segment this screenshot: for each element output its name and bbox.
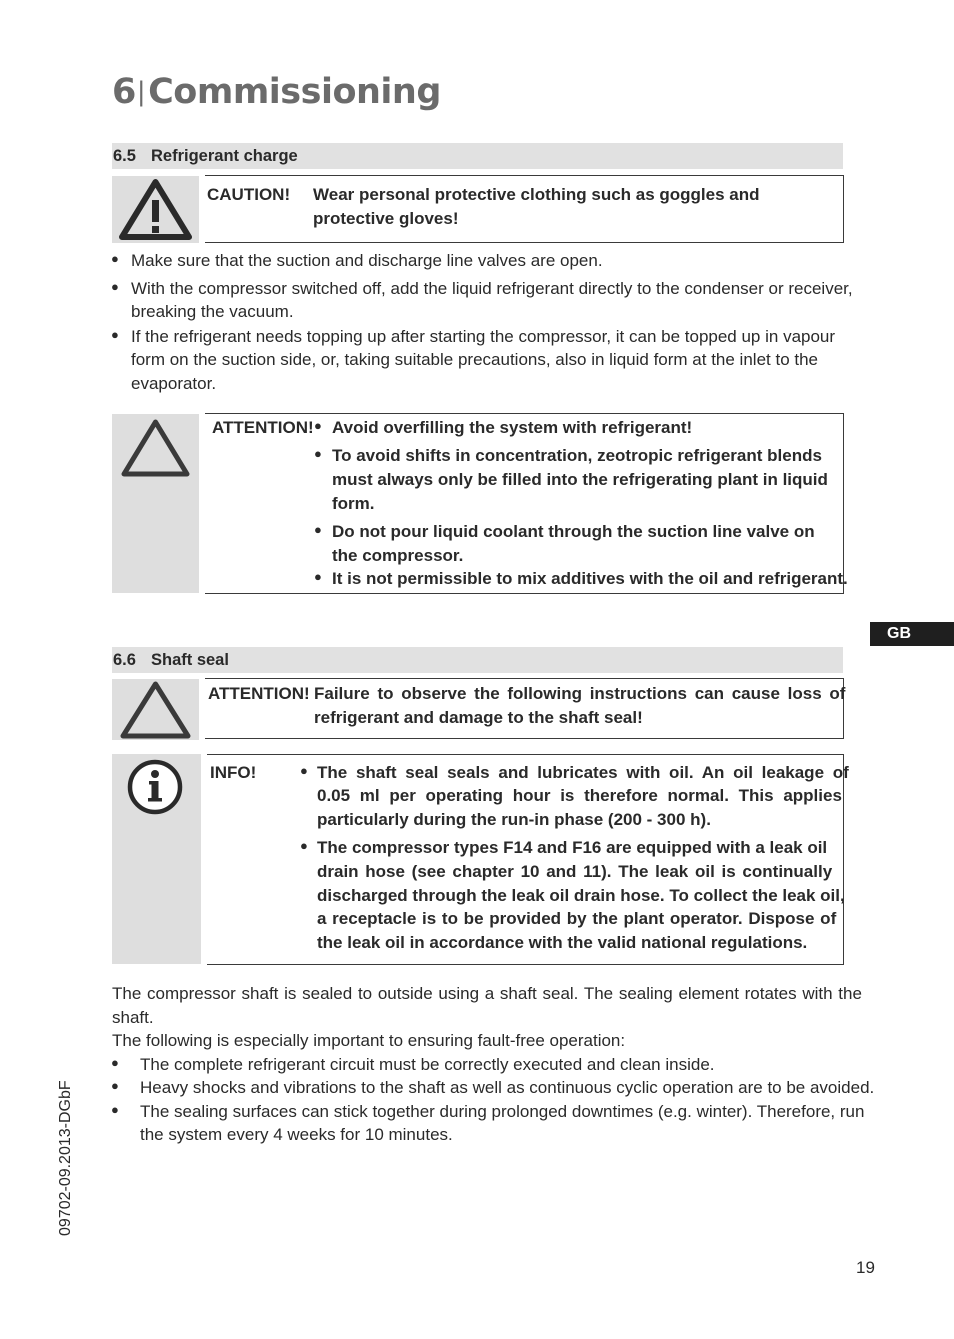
- bullet-dot: ●: [314, 522, 322, 537]
- document-id: 09702-09.2013-DGbF: [57, 1080, 74, 1236]
- caution-label: CAUTION!: [207, 185, 291, 204]
- section-header-6-6: [112, 647, 843, 673]
- paragraph-line: shaft.: [112, 1008, 154, 1027]
- warning-triangle-icon: [112, 679, 199, 740]
- bullet-text: Make sure that the suction and discharge line valves are open.: [131, 251, 603, 270]
- bullet-text: form on the suction side, or, taking suitable precautions, also in liquid form at the inlet to the: [131, 350, 818, 369]
- bullet-text: the system every 4 weeks for 10 minutes.: [140, 1125, 453, 1144]
- info-item: The compressor types F14 and F16 are equipped with a leak oil: [317, 838, 828, 857]
- attention-icon-panel: [112, 414, 199, 593]
- section-number: 6.5: [113, 147, 136, 165]
- bullet-text: If the refrigerant needs topping up after starting the compressor, it can be topped up in vapour: [131, 327, 836, 346]
- bullet-dot: ●: [111, 251, 119, 266]
- attention-item: must always only be filled into the refrigerating plant in liquid: [332, 470, 828, 489]
- language-tab: GB: [870, 622, 954, 646]
- caution-icon-panel: [112, 176, 199, 243]
- bullet-dot: ●: [300, 838, 308, 853]
- attention-label: ATTENTION!: [212, 418, 314, 437]
- attention-item: It is not permissible to mix additives with the oil and refrigerant.: [332, 569, 848, 588]
- page-number: 19: [856, 1258, 875, 1277]
- info-icon: [112, 754, 201, 824]
- attention-item: To avoid shifts in concentration, zeotropic refrigerant blends: [332, 446, 822, 465]
- bullet-text: evaporator.: [131, 374, 217, 393]
- bullet-dot: ●: [111, 1055, 119, 1070]
- chapter-title: [112, 72, 441, 112]
- info-item: 0.05 ml per operating hour is therefore normal. This applies: [317, 786, 842, 805]
- info-item: The shaft seal seals and lubricates with oil. An oil leakage of: [317, 763, 849, 782]
- chapter-title-text: Commissioning: [148, 72, 441, 112]
- section-number: 6.6: [113, 651, 136, 669]
- attention-item: the compressor.: [332, 546, 464, 565]
- bullet-dot: ●: [111, 279, 119, 294]
- section-title: Shaft seal: [151, 651, 229, 669]
- info-item: the leak oil in accordance with the valid national regulations.: [317, 933, 808, 952]
- attention-item: form.: [332, 494, 375, 513]
- bullet-dot: ●: [314, 569, 322, 584]
- section-header-6-5: [112, 143, 843, 169]
- warning-triangle-icon: [112, 414, 199, 484]
- info-label: INFO!: [210, 763, 257, 782]
- caution-line-1: Wear personal protective clothing such as goggles and: [313, 185, 760, 204]
- bullet-text: The sealing surfaces can stick together during prolonged downtimes (e.g. winter). Therefore, run: [140, 1102, 865, 1121]
- section-title: Refrigerant charge: [151, 147, 298, 165]
- bullet-dot: ●: [111, 1102, 119, 1117]
- chapter-separator: |: [136, 77, 146, 107]
- bullet-dot: ●: [314, 446, 322, 461]
- info-item: drain hose (see chapter 10 and 11). The leak oil is continually: [317, 862, 833, 881]
- attention-icon-panel: [112, 679, 199, 740]
- bullet-dot: ●: [111, 1078, 119, 1093]
- paragraph-intro: The following is especially important to ensuring fault-free operation:: [112, 1031, 626, 1050]
- info-icon-panel: [112, 754, 201, 964]
- bullet-dot: ●: [111, 327, 119, 342]
- info-item: a receptacle is to be provided by the plant operator. Dispose of: [317, 909, 837, 928]
- caution-line-2: protective gloves!: [313, 209, 459, 228]
- attention-label: ATTENTION!: [208, 684, 310, 703]
- bullet-text: With the compressor switched off, add the liquid refrigerant directly to the condenser or receiver,: [131, 279, 853, 298]
- info-item: discharged through the leak oil drain hose. To collect the leak oil,: [317, 886, 845, 905]
- bullet-dot: ●: [300, 763, 308, 778]
- attention-item: Avoid overfilling the system with refrigerant!: [332, 418, 693, 437]
- bullet-text: breaking the vacuum.: [131, 302, 294, 321]
- warning-exclamation-icon: [112, 176, 199, 243]
- bullet-dot: ●: [314, 418, 322, 433]
- info-item: particularly during the run-in phase (200 - 300 h).: [317, 810, 711, 829]
- chapter-number: 6: [112, 72, 136, 112]
- attention-line-1: Failure to observe the following instructions can cause loss of: [314, 684, 846, 703]
- attention-item: Do not pour liquid coolant through the suction line valve on: [332, 522, 815, 541]
- bullet-text: The complete refrigerant circuit must be correctly executed and clean inside.: [140, 1055, 715, 1074]
- bullet-text: Heavy shocks and vibrations to the shaft as well as continuous cyclic operation are to be avoided.: [140, 1078, 875, 1097]
- paragraph-line: The compressor shaft is sealed to outside using a shaft seal. The sealing element rotates with the: [112, 984, 862, 1003]
- attention-line-2: refrigerant and damage to the shaft seal!: [314, 708, 643, 727]
